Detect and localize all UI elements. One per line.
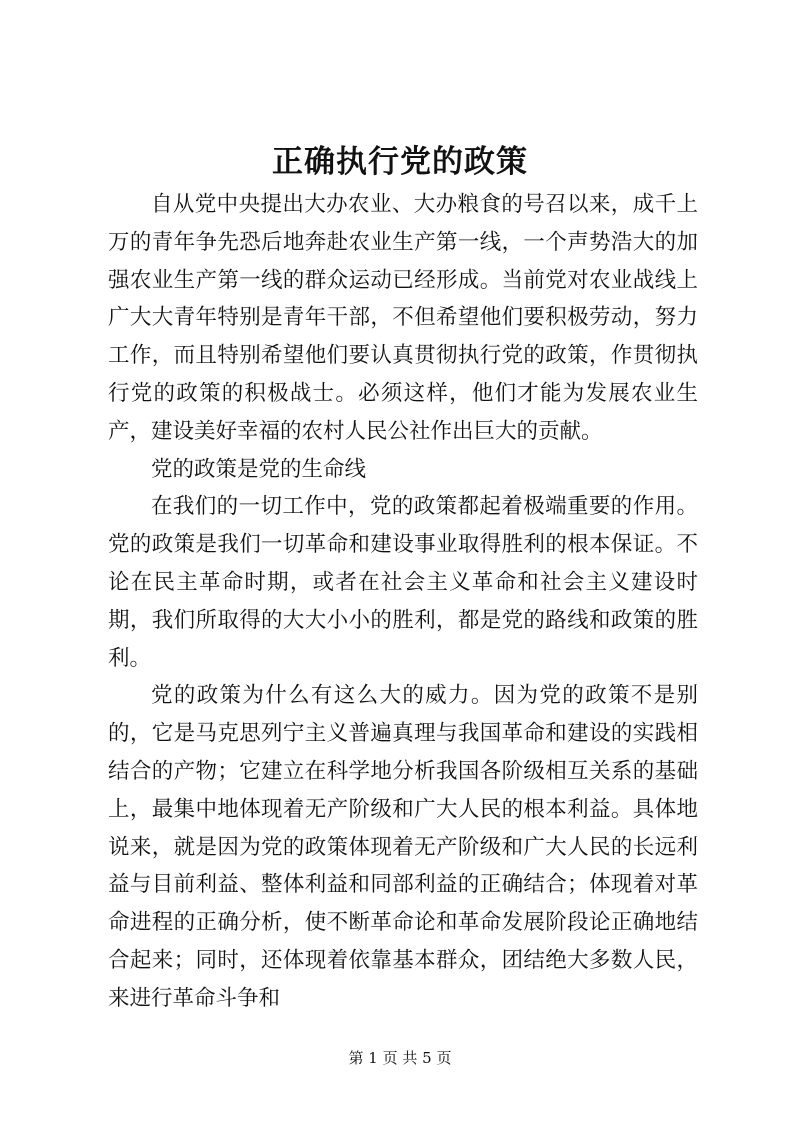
page-title: 正确执行党的政策	[272, 144, 528, 180]
page-footer: 第 1 页 共 5 页	[348, 1049, 452, 1067]
paragraph-policy-power: 党的政策为什么有这么大的威力。因为党的政策不是别的，它是马克思列宁主义普遍真理与我国革命和建设的实践相结合的产物；它建立在科学地分析我国各阶级相互关系的基础上，最集中地体现着无产阶级和广大人民的根本利益。具体地说来，就是因为党的政策体现着无产阶级和广大人民的长远利益与目前利益、整体利益和同部利益的正确结合；体现着对革命进程的正确分析，使不断革命论和革命发展阶段论正确地结合起来；同时，还体现着依靠基本群众，团结绝大多数人民，来进行革命斗争和	[108, 683, 698, 1011]
section-heading: 党的政策是党的生命线	[151, 456, 367, 482]
document-body	[108, 186, 698, 1018]
paragraph-policy-importance: 在我们的一切工作中，党的政策都起着极端重要的作用。党的政策是我们一切革命和建设事业取得胜利的根本保证。不论在民主革命时期，或者在社会主义革命和社会主义建设时期，我们所取得的大大小小的胜利，都是党的路线和政策的胜利。	[108, 494, 698, 671]
paragraph-intro: 自从党中央提出大办农业、大办粮食的号召以来，成千上万的青年争先恐后地奔赴农业生产第一线，一个声势浩大的加强农业生产第一线的群众运动已经形成。当前党对农业战线上广大大青年特别是青年干部，不但希望他们要积极劳动，努力工作，而且特别希望他们要认真贯彻执行党的政策，作贯彻执行党的政策的积极战士。必须这样，他们才能为发展农业生产，建设美好幸福的农村人民公社作出巨大的贡献。	[108, 192, 698, 444]
